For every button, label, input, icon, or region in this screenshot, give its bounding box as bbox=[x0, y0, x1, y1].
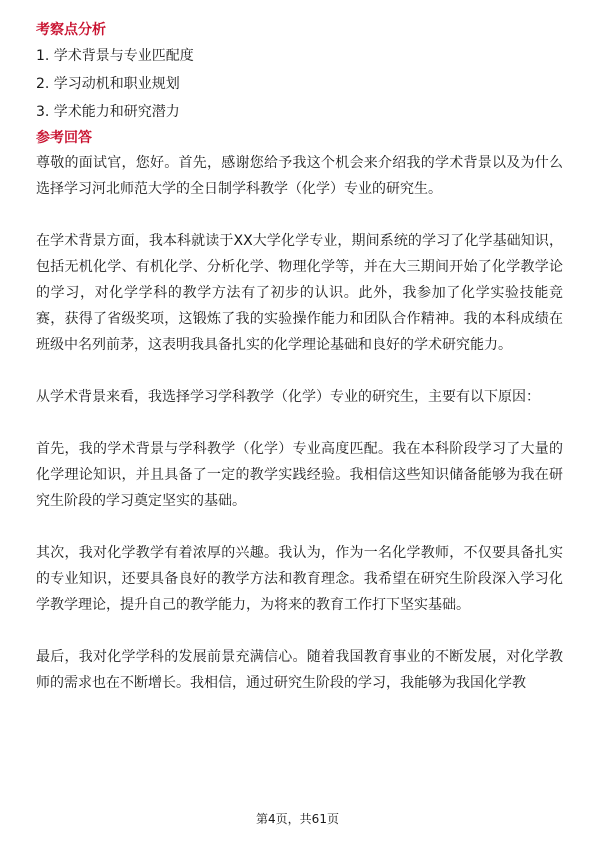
paragraph-gap bbox=[36, 202, 563, 228]
answer-heading: 参考回答 bbox=[36, 130, 92, 146]
analysis-item-3: 3. 学术能力和研究潜力 bbox=[36, 104, 180, 120]
paragraph-gap bbox=[36, 358, 563, 384]
answer-paragraph-5: 其次，我对化学教学有着浓厚的兴趣。我认为，作为一名化学教师，不仅要具备扎实的专业知识，还要具备良好的教学方法和教育理念。我希望在研究生阶段深入学习化学教学理论，提升自己的教学能力，为将来的教育工作打下坚实基础。 bbox=[36, 545, 563, 613]
paragraph-gap bbox=[36, 514, 563, 540]
analysis-item-1: 1. 学术背景与专业匹配度 bbox=[36, 48, 194, 64]
paragraph-gap bbox=[36, 618, 563, 644]
page-number-footer: 第4页，共61页 bbox=[256, 812, 339, 826]
answer-paragraph-2: 在学术背景方面，我本科就读于XX大学化学专业，期间系统的学习了化学基础知识，包括无机化学、有机化学、分析化学、物理化学等，并在大三期间开始了化学教学论的学习，对化学学科的教学方法有了初步的认识。此外，我参加了化学实验技能竞赛，获得了省级奖项，这锻炼了我的实验操作能力和团队合作精神。我的本科成绩在班级中名列前茅，这表明我具备扎实的化学理论基础和良好的学术研究能力。 bbox=[36, 233, 563, 353]
answer-paragraph-6: 最后，我对化学学科的发展前景充满信心。随着我国教育事业的不断发展，对化学教师的需求也在不断增长。我相信，通过研究生阶段的学习，我能够为我国化学教 bbox=[36, 649, 563, 691]
analysis-item-2: 2. 学习动机和职业规划 bbox=[36, 76, 180, 92]
paragraph-gap bbox=[36, 410, 563, 436]
answer-paragraph-1: 尊敬的面试官，您好。首先，感谢您给予我这个机会来介绍我的学术背景以及为什么选择学习河北师范大学的全日制学科教学（化学）专业的研究生。 bbox=[36, 155, 563, 197]
answer-paragraph-3: 从学术背景来看，我选择学习学科教学（化学）专业的研究生，主要有以下原因： bbox=[36, 389, 540, 405]
analysis-heading: 考察点分析 bbox=[36, 22, 106, 38]
document-page bbox=[36, 18, 563, 696]
answer-paragraph-4: 首先，我的学术背景与学科教学（化学）专业高度匹配。我在本科阶段学习了大量的化学理论知识，并且具备了一定的教学实践经验。我相信这些知识储备能够为我在研究生阶段的学习奠定坚实的基础。 bbox=[36, 441, 563, 509]
